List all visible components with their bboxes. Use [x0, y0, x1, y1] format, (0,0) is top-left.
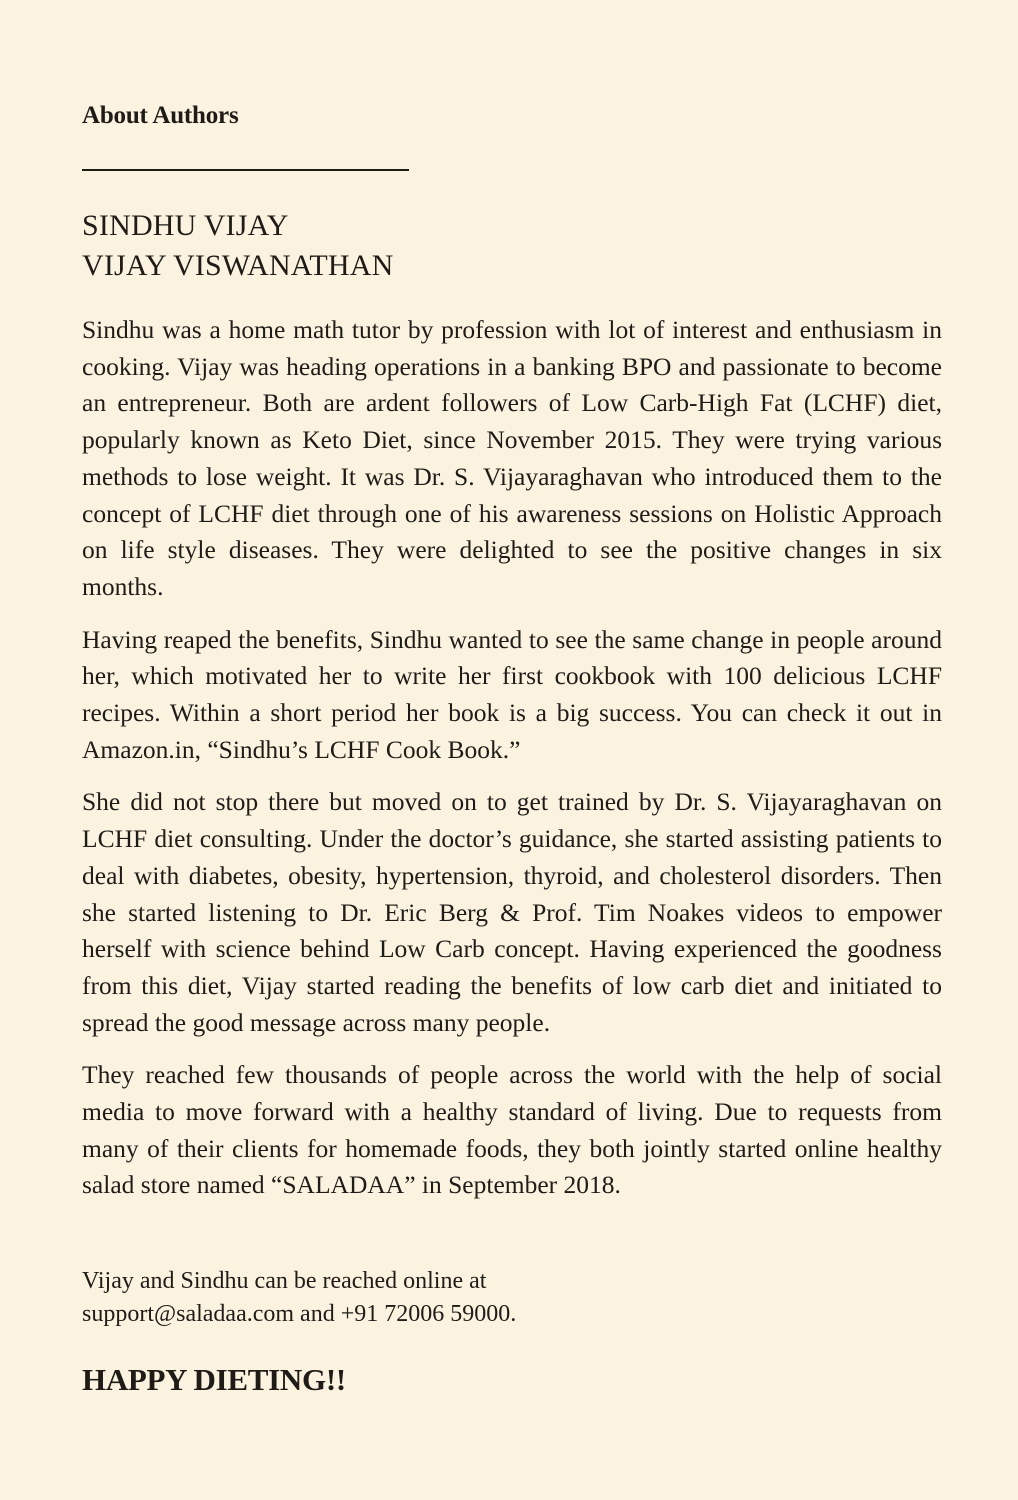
section-label: About Authors	[82, 102, 239, 129]
contact-info	[82, 1265, 516, 1331]
title-rule	[82, 169, 409, 171]
contact-line-1: Vijay and Sindhu can be reached online at	[82, 1268, 487, 1294]
bio-paragraph-3: She did not stop there but moved on to get trained by Dr. S. Vijayaraghavan on LCHF diet consulting. Under the doctor’s guidance, she started assisting patients to deal with diabetes, obesity, hypertension, thyroid, and cholesterol disorders. Then she started listening to Dr. Eric Berg & Prof. Tim Noakes videos to empower herself with science behind Low Carb concept. Having experienced the goodness from this diet, Vijay started reading the benefits of low carb diet and initiated to spread the good message across many people.	[82, 787, 942, 1037]
author-name-1: SINDHU VIJAY	[82, 209, 289, 242]
sign-off: HAPPY DIETING!!	[82, 1362, 346, 1397]
bio-paragraph-2: Having reaped the benefits, Sindhu wanted to see the same change in people around her, which motivated her to write her first cookbook with 100 delicious LCHF recipes. Within a short period her book is a big success. You can check it out in Amazon.in, “Sindhu’s LCHF Cook Book.”	[82, 624, 942, 764]
bio-paragraph-4: They reached few thousands of people across the world with the help of social media to move forward with a healthy standard of living. Due to requests from many of their clients for homemade foods, they both jointly started online healthy salad store named “SALADAA” in September 2018.	[82, 1060, 942, 1200]
author-bio	[82, 312, 942, 1220]
author-names	[82, 206, 393, 286]
contact-line-2: support@saladaa.com and +91 72006 59000.	[82, 1301, 517, 1327]
author-name-2: VIJAY VISWANATHAN	[82, 249, 394, 282]
bio-paragraph-1: Sindhu was a home math tutor by profession with lot of interest and enthusiasm in cooking. Vijay was heading operations in a banking BPO and passionate to become an entrepreneur. Both are ardent followers of Low Carb-High Fat (LCHF) diet, popularly known as Keto Diet, since November 2015. They were trying various methods to lose weight. It was Dr. S. Vijayaraghavan who introduced them to the concept of LCHF diet through one of his awareness sessions on Holistic Approach on life style diseases. They were delighted to see the positive changes in six months.	[82, 315, 942, 601]
